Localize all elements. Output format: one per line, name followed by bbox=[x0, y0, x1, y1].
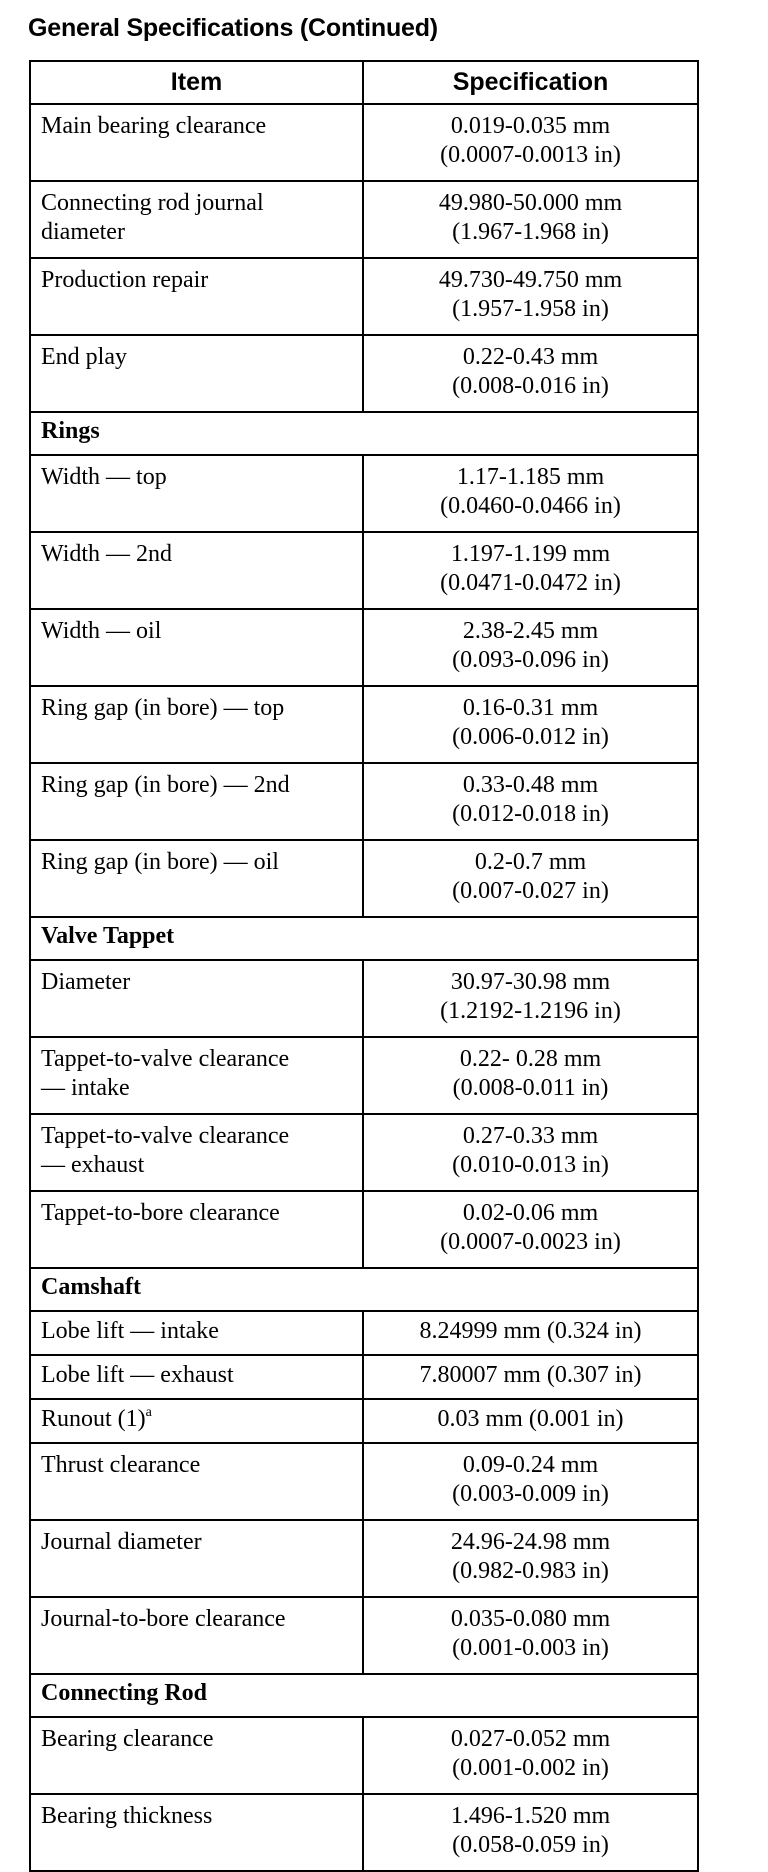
specification-text: 1.197-1.199 mm bbox=[450, 541, 611, 567]
specification-text: (1.957-1.958 in) bbox=[452, 296, 609, 322]
item-text: End play bbox=[41, 344, 127, 370]
item-text: Ring gap (in bore) — 2nd bbox=[41, 772, 290, 798]
item-cell bbox=[30, 104, 363, 181]
section-heading: Camshaft bbox=[30, 1268, 698, 1311]
item-text: Bearing thickness bbox=[41, 1803, 213, 1829]
specification-cell bbox=[363, 1355, 698, 1399]
specification-text: 0.22- 0.28 mm bbox=[459, 1046, 602, 1072]
item-cell bbox=[30, 1717, 363, 1794]
specification-cell bbox=[363, 1311, 698, 1355]
specification-cell bbox=[363, 1037, 698, 1114]
specification-cell bbox=[363, 532, 698, 609]
table-row bbox=[30, 335, 698, 412]
specification-text: 0.27-0.33 mm bbox=[462, 1123, 599, 1149]
item-text: Main bearing clearance bbox=[41, 113, 267, 139]
specification-cell bbox=[363, 455, 698, 532]
table-body bbox=[30, 104, 698, 1871]
column-header-item: Item bbox=[30, 61, 363, 104]
item-text: Connecting rod journal bbox=[41, 190, 264, 216]
item-text: Production repair bbox=[41, 267, 209, 293]
specification-cell bbox=[363, 960, 698, 1037]
specification-text: 0.09-0.24 mm bbox=[462, 1452, 599, 1478]
specification-text: (0.006-0.012 in) bbox=[452, 724, 609, 750]
table-row bbox=[30, 763, 698, 840]
item-cell bbox=[30, 455, 363, 532]
table-row bbox=[30, 1399, 698, 1443]
table-row bbox=[30, 1114, 698, 1191]
specification-cell bbox=[363, 1114, 698, 1191]
item-text: — exhaust bbox=[41, 1152, 145, 1178]
table-row bbox=[30, 181, 698, 258]
item-text bbox=[41, 1405, 354, 1434]
specification-text: (0.0460-0.0466 in) bbox=[440, 493, 621, 519]
specification-cell bbox=[363, 609, 698, 686]
table-row bbox=[30, 686, 698, 763]
item-text: Bearing clearance bbox=[41, 1726, 214, 1752]
item-cell bbox=[30, 1191, 363, 1268]
specification-text: 0.019-0.035 mm bbox=[450, 113, 611, 139]
table-row bbox=[30, 104, 698, 181]
table-row bbox=[30, 840, 698, 917]
item-cell bbox=[30, 686, 363, 763]
table-row bbox=[30, 1597, 698, 1674]
item-text: Journal diameter bbox=[41, 1529, 202, 1555]
table-row bbox=[30, 1443, 698, 1520]
specification-text: 0.16-0.31 mm bbox=[462, 695, 599, 721]
column-header-specification: Specification bbox=[363, 61, 698, 104]
item-cell bbox=[30, 532, 363, 609]
specification-cell bbox=[363, 258, 698, 335]
item-text: Thrust clearance bbox=[41, 1452, 201, 1478]
item-text: Tappet-to-valve clearance bbox=[41, 1123, 290, 1149]
table-row bbox=[30, 1717, 698, 1794]
specification-text: 1.17-1.185 mm bbox=[456, 464, 605, 490]
specification-text: (1.2192-1.2196 in) bbox=[440, 998, 621, 1024]
item-cell bbox=[30, 609, 363, 686]
item-cell bbox=[30, 1114, 363, 1191]
item-cell bbox=[30, 181, 363, 258]
item-text: Journal-to-bore clearance bbox=[41, 1606, 286, 1632]
item-text: Width — 2nd bbox=[41, 541, 173, 567]
specification-text: (0.0007-0.0023 in) bbox=[440, 1229, 621, 1255]
specification-text: 1.496-1.520 mm bbox=[450, 1803, 611, 1829]
table-row bbox=[30, 258, 698, 335]
table-row bbox=[30, 1037, 698, 1114]
table-row bbox=[30, 1311, 698, 1355]
section-heading: Rings bbox=[30, 412, 698, 455]
specification-text: (0.093-0.096 in) bbox=[452, 647, 609, 673]
table-row bbox=[30, 609, 698, 686]
item-cell bbox=[30, 1311, 363, 1355]
specification-cell bbox=[363, 335, 698, 412]
table-header-row bbox=[30, 61, 698, 104]
specification-text: (0.058-0.059 in) bbox=[452, 1832, 609, 1858]
specification-text: 0.035-0.080 mm bbox=[450, 1606, 611, 1632]
specification-text: 0.33-0.48 mm bbox=[462, 772, 599, 798]
specification-cell bbox=[363, 1717, 698, 1794]
specification-text: (0.001-0.003 in) bbox=[452, 1635, 609, 1661]
item-text: Ring gap (in bore) — top bbox=[41, 695, 285, 721]
table-row bbox=[30, 1355, 698, 1399]
item-text: Width — oil bbox=[41, 618, 162, 644]
item-text: — intake bbox=[41, 1075, 130, 1101]
item-text: Width — top bbox=[41, 464, 167, 490]
table-row bbox=[30, 532, 698, 609]
specification-text: 0.03 mm (0.001 in) bbox=[437, 1406, 624, 1432]
specification-text: 0.02-0.06 mm bbox=[462, 1200, 599, 1226]
specification-text: (0.0007-0.0013 in) bbox=[440, 142, 621, 168]
specification-text: 49.730-49.750 mm bbox=[438, 267, 623, 293]
specification-text: 0.22-0.43 mm bbox=[462, 344, 599, 370]
specification-cell bbox=[363, 840, 698, 917]
specification-text: (0.003-0.009 in) bbox=[452, 1481, 609, 1507]
specification-text: (0.008-0.016 in) bbox=[452, 373, 609, 399]
section-row bbox=[30, 412, 698, 455]
footnote-marker: a bbox=[145, 1405, 152, 1420]
item-cell bbox=[30, 1794, 363, 1871]
specification-cell bbox=[363, 1520, 698, 1597]
item-text: Lobe lift — exhaust bbox=[41, 1362, 234, 1388]
specification-text: 0.2-0.7 mm bbox=[474, 849, 587, 875]
specification-text: (0.010-0.013 in) bbox=[452, 1152, 609, 1178]
section-heading: Connecting Rod bbox=[30, 1674, 698, 1717]
specification-cell bbox=[363, 1794, 698, 1871]
item-cell bbox=[30, 840, 363, 917]
item-text: diameter bbox=[41, 219, 125, 245]
section-heading: Valve Tappet bbox=[30, 917, 698, 960]
item-text: Lobe lift — intake bbox=[41, 1318, 219, 1344]
section-row bbox=[30, 1268, 698, 1311]
table-row bbox=[30, 1794, 698, 1871]
item-cell bbox=[30, 960, 363, 1037]
specification-text: (0.001-0.002 in) bbox=[452, 1755, 609, 1781]
specification-text: 24.96-24.98 mm bbox=[450, 1529, 611, 1555]
specification-cell bbox=[363, 1399, 698, 1443]
page-title: General Specifications (Continued) bbox=[28, 14, 438, 42]
item-cell bbox=[30, 1520, 363, 1597]
specification-text: 30.97-30.98 mm bbox=[450, 969, 611, 995]
specification-text: (0.008-0.011 in) bbox=[452, 1075, 609, 1101]
specification-cell bbox=[363, 686, 698, 763]
specification-cell bbox=[363, 1597, 698, 1674]
specification-text: (1.967-1.968 in) bbox=[452, 219, 609, 245]
table-row bbox=[30, 455, 698, 532]
item-cell bbox=[30, 1355, 363, 1399]
specifications-table bbox=[29, 60, 699, 1872]
specification-text: (0.0471-0.0472 in) bbox=[440, 570, 621, 596]
item-cell bbox=[30, 258, 363, 335]
item-cell bbox=[30, 763, 363, 840]
section-row bbox=[30, 1674, 698, 1717]
specification-text: 49.980-50.000 mm bbox=[438, 190, 623, 216]
item-text-main: Runout (1) bbox=[41, 1406, 146, 1432]
specification-text: 2.38-2.45 mm bbox=[462, 618, 599, 644]
specification-cell bbox=[363, 1443, 698, 1520]
specification-text: 7.80007 mm (0.307 in) bbox=[419, 1362, 642, 1388]
section-row bbox=[30, 917, 698, 960]
specification-text: (0.982-0.983 in) bbox=[452, 1558, 609, 1584]
item-text: Tappet-to-valve clearance bbox=[41, 1046, 290, 1072]
item-cell bbox=[30, 1037, 363, 1114]
item-text: Tappet-to-bore clearance bbox=[41, 1200, 280, 1226]
table-row bbox=[30, 1191, 698, 1268]
table-row bbox=[30, 1520, 698, 1597]
specification-cell bbox=[363, 763, 698, 840]
item-cell bbox=[30, 1597, 363, 1674]
specification-text: 8.24999 mm (0.324 in) bbox=[419, 1318, 642, 1344]
specification-cell bbox=[363, 1191, 698, 1268]
table-row bbox=[30, 960, 698, 1037]
item-cell bbox=[30, 1443, 363, 1520]
specification-cell bbox=[363, 181, 698, 258]
specification-text: 0.027-0.052 mm bbox=[450, 1726, 611, 1752]
specification-text: (0.007-0.027 in) bbox=[452, 878, 609, 904]
item-cell bbox=[30, 335, 363, 412]
specification-cell bbox=[363, 104, 698, 181]
item-text: Diameter bbox=[41, 969, 131, 995]
item-text: Ring gap (in bore) — oil bbox=[41, 849, 279, 875]
item-cell bbox=[30, 1399, 363, 1443]
specification-text: (0.012-0.018 in) bbox=[452, 801, 609, 827]
